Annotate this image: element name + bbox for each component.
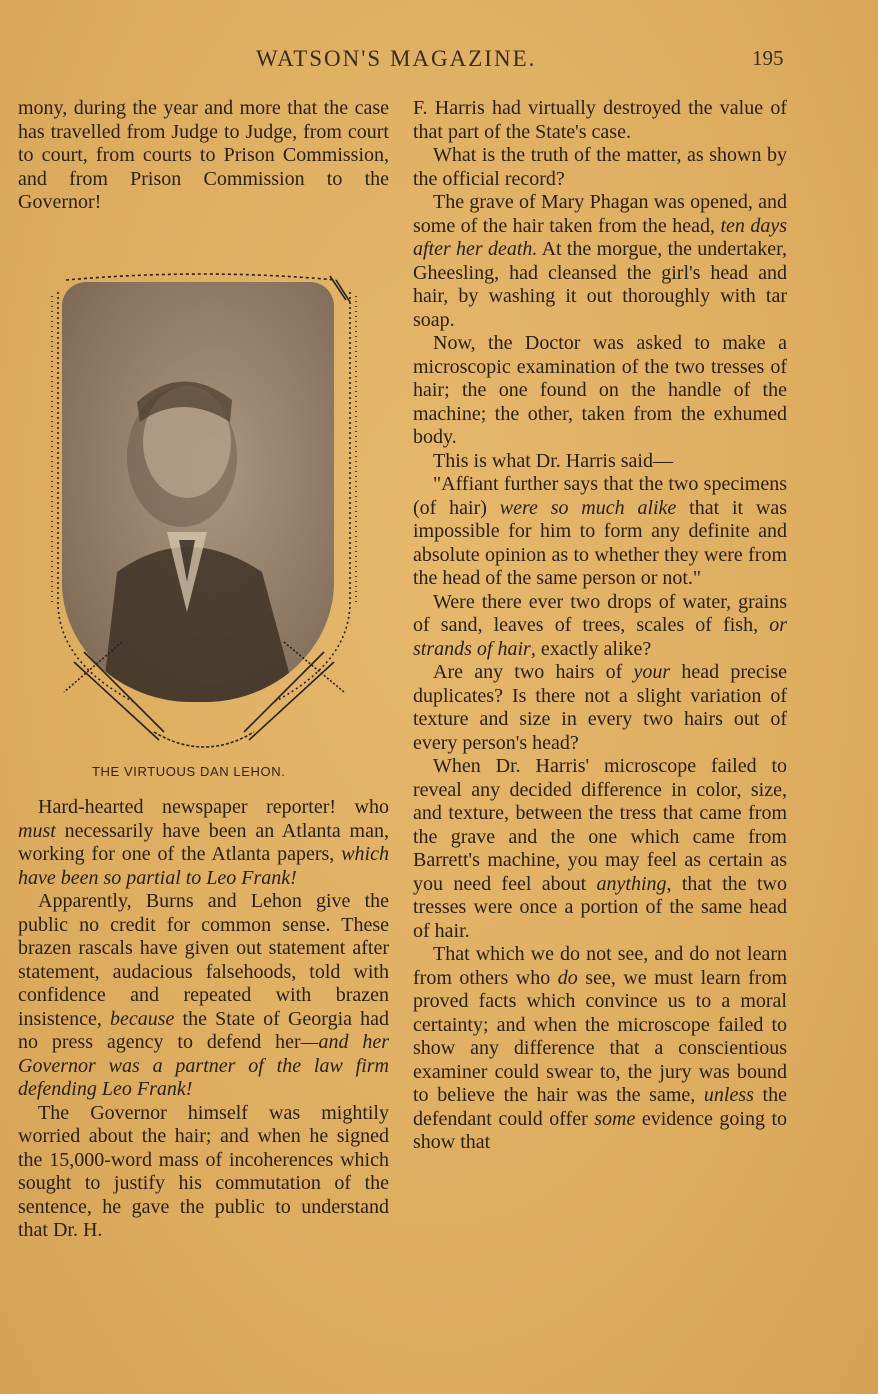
paragraph: This is what Dr. Harris said— xyxy=(433,449,673,472)
ornamental-frame xyxy=(44,262,362,752)
page-number: 195 xyxy=(752,46,784,70)
magazine-title: WATSON'S MAGAZINE. xyxy=(256,46,537,71)
paragraph: When Dr. Harris' microscope failed to reveal any decided difference in color, size, and texture, between the tress that came from the grave and the one which came from Barrett's machine, you may feel as certain as you need feel about anything, that the two tresses were once a portion of the same head of hair. xyxy=(413,755,787,942)
paragraph: "Affiant further says that the two specimens (of hair) were so much alike that it was impossible for him to form any definite and absolute opinion as to whether they were from the head of the same person or not." xyxy=(413,473,787,589)
paragraph: Apparently, Burns and Lehon give the public no credit for common sense. These brazen rascals have given out statement after statement, audacious falsehoods, told with confidence and repeated with brazen insistence, because the State of Georgia had no press agency to defend her—and her Governor was a partner of the law firm defending Leo Frank! xyxy=(18,890,389,1100)
left-column-lower xyxy=(18,796,389,1243)
right-column xyxy=(413,97,787,1155)
paragraph: Now, the Doctor was asked to make a microscopic examination of the two tresses of hair; the one found on the handle of the machine; the other, taken from the exhumed body. xyxy=(413,332,787,448)
paragraph: The grave of Mary Phagan was opened, and some of the hair taken from the head, ten days after her death. At the morgue, the undertaker, Gheesling, had cleansed the girl's head and hair, by washing it out thoroughly with tar soap. xyxy=(413,191,788,331)
paragraph: mony, during the year and more that the case has travelled from Judge to Judge, from court to court, from courts to Prison Commission, and from Prison Commission to the Governor! xyxy=(18,97,389,213)
paragraph: Were there ever two drops of water, grains of sand, leaves of trees, scales of fish, or strands of hair, exactly alike? xyxy=(413,590,787,660)
paragraph: What is the truth of the matter, as shown by the official record? xyxy=(413,144,787,190)
running-header xyxy=(0,46,878,76)
figure-caption: THE VIRTUOUS DAN LEHON. xyxy=(92,764,286,779)
paragraph: The Governor himself was mightily worried about the hair; and when he signed the 15,000-word mass of incoherences which sought to justify his commutation of the sentence, he gave the public to understand that Dr. H. xyxy=(18,1101,389,1241)
paragraph: That which we do not see, and do not learn from others who do see, we must learn from proved facts which convince us to a moral certainty; and when the microscope failed to show any difference that a conscientious examiner could swear to, the jury was bound to believe the hair was the same, unless the defendant could offer some evidence going to show that xyxy=(413,943,787,1153)
paragraph: F. Harris had virtually destroyed the value of that part of the State's case. xyxy=(413,97,787,143)
left-column xyxy=(18,97,389,215)
portrait-figure xyxy=(44,262,362,762)
paragraph: Are any two hairs of your head precise duplicates? Is there not a slight variation of texture and size in every two hairs out of every person's head? xyxy=(413,661,787,754)
paragraph: Hard-hearted newspaper reporter! who must necessarily have been an Atlanta man, working for one of the Atlanta papers, which have been so partial to Leo Frank! xyxy=(18,796,389,889)
